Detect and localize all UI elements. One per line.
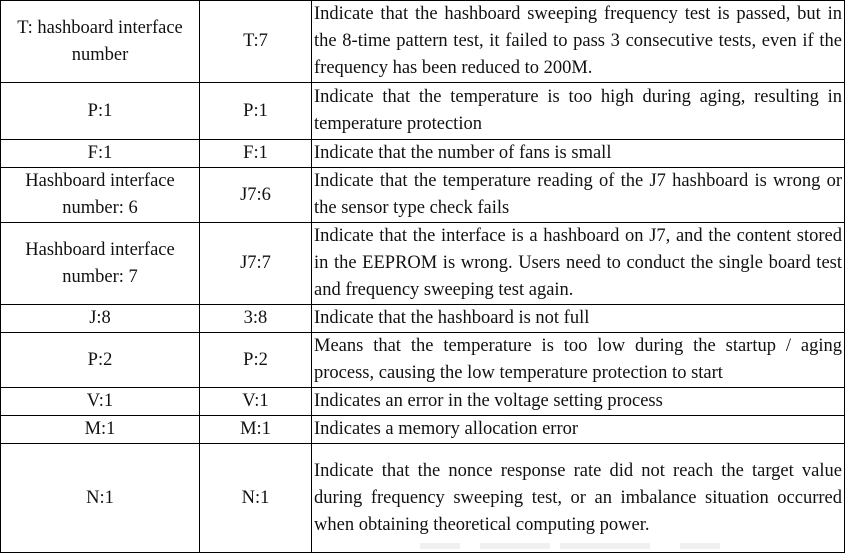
- error-code-text: T: hashboard interface number: [17, 17, 183, 65]
- display-code-cell: P:2: [200, 333, 312, 388]
- display-code-cell: J7:6: [200, 168, 312, 223]
- error-code-text: J:8: [89, 308, 111, 328]
- error-code-text: M:1: [84, 419, 116, 439]
- error-code-cell: [1, 140, 200, 168]
- error-code-text: F:1: [87, 143, 113, 163]
- error-code-cell: [1, 223, 200, 305]
- description-cell: Indicates an error in the voltage setting process: [312, 388, 845, 416]
- description-cell: Indicate that the interface is a hashboard on J7, and the content stored in the EEPROM is wrong. Users need to conduct the single board test and frequency sweeping test again.: [312, 223, 845, 305]
- error-code-cell: [1, 416, 200, 444]
- table-row: [1, 444, 845, 553]
- display-code-cell: V:1: [200, 388, 312, 416]
- error-code-text: Hashboard interface number: 7: [25, 239, 175, 287]
- description-cell: Indicate that the temperature reading of the J7 hashboard is wrong or the sensor type check fails: [312, 168, 845, 223]
- display-code-cell: M:1: [200, 416, 312, 444]
- error-code-cell: [1, 83, 200, 140]
- watermark-strip: [560, 543, 650, 549]
- error-code-text: Hashboard interface number: 6: [25, 171, 175, 218]
- description-cell: Indicate that the temperature is too high during aging, resulting in temperature protection: [312, 83, 845, 140]
- display-code-cell: T:7: [200, 1, 312, 83]
- table-row: [1, 1, 845, 83]
- table-row: [1, 333, 845, 388]
- description-cell: Indicates a memory allocation error: [312, 416, 845, 444]
- table-row: [1, 168, 845, 223]
- display-code-cell: J7:7: [200, 223, 312, 305]
- error-code-cell: [1, 305, 200, 333]
- description-cell: Indicate that the hashboard is not full: [312, 305, 845, 333]
- error-code-cell: [1, 444, 200, 553]
- table-row: [1, 140, 845, 168]
- table-row: [1, 305, 845, 333]
- display-code-cell: F:1: [200, 140, 312, 168]
- error-code-cell: [1, 1, 200, 83]
- display-code-cell: 3:8: [200, 305, 312, 333]
- error-code-cell: [1, 333, 200, 388]
- table-row: [1, 388, 845, 416]
- table-row: [1, 223, 845, 305]
- description-cell: Indicate that the nonce response rate did not reach the target value during frequency sweeping test, or an imbalance situation occurred when obtaining theoretical computing power.: [312, 444, 845, 553]
- error-code-text: P:2: [87, 349, 113, 370]
- error-code-cell: [1, 168, 200, 223]
- error-code-text: V:1: [86, 391, 114, 411]
- watermark-strip: [680, 543, 720, 549]
- table-row: [1, 83, 845, 140]
- display-code-cell: N:1: [200, 444, 312, 553]
- description-cell: Indicate that the number of fans is small: [312, 140, 845, 168]
- watermark-strip: [480, 543, 550, 549]
- description-cell: Indicate that the hashboard sweeping frequency test is passed, but in the 8-time pattern test, it failed to pass 3 consecutive tests, even if the frequency has been reduced to 200M.: [312, 1, 845, 83]
- error-code-text: P:1: [87, 100, 113, 121]
- display-code-cell: P:1: [200, 83, 312, 140]
- description-cell: Means that the temperature is too low during the startup / aging process, causing the low temperature protection to start: [312, 333, 845, 388]
- watermark-strip: [420, 543, 460, 549]
- error-code-text: N:1: [86, 487, 114, 508]
- table-row: [1, 416, 845, 444]
- error-code-cell: [1, 388, 200, 416]
